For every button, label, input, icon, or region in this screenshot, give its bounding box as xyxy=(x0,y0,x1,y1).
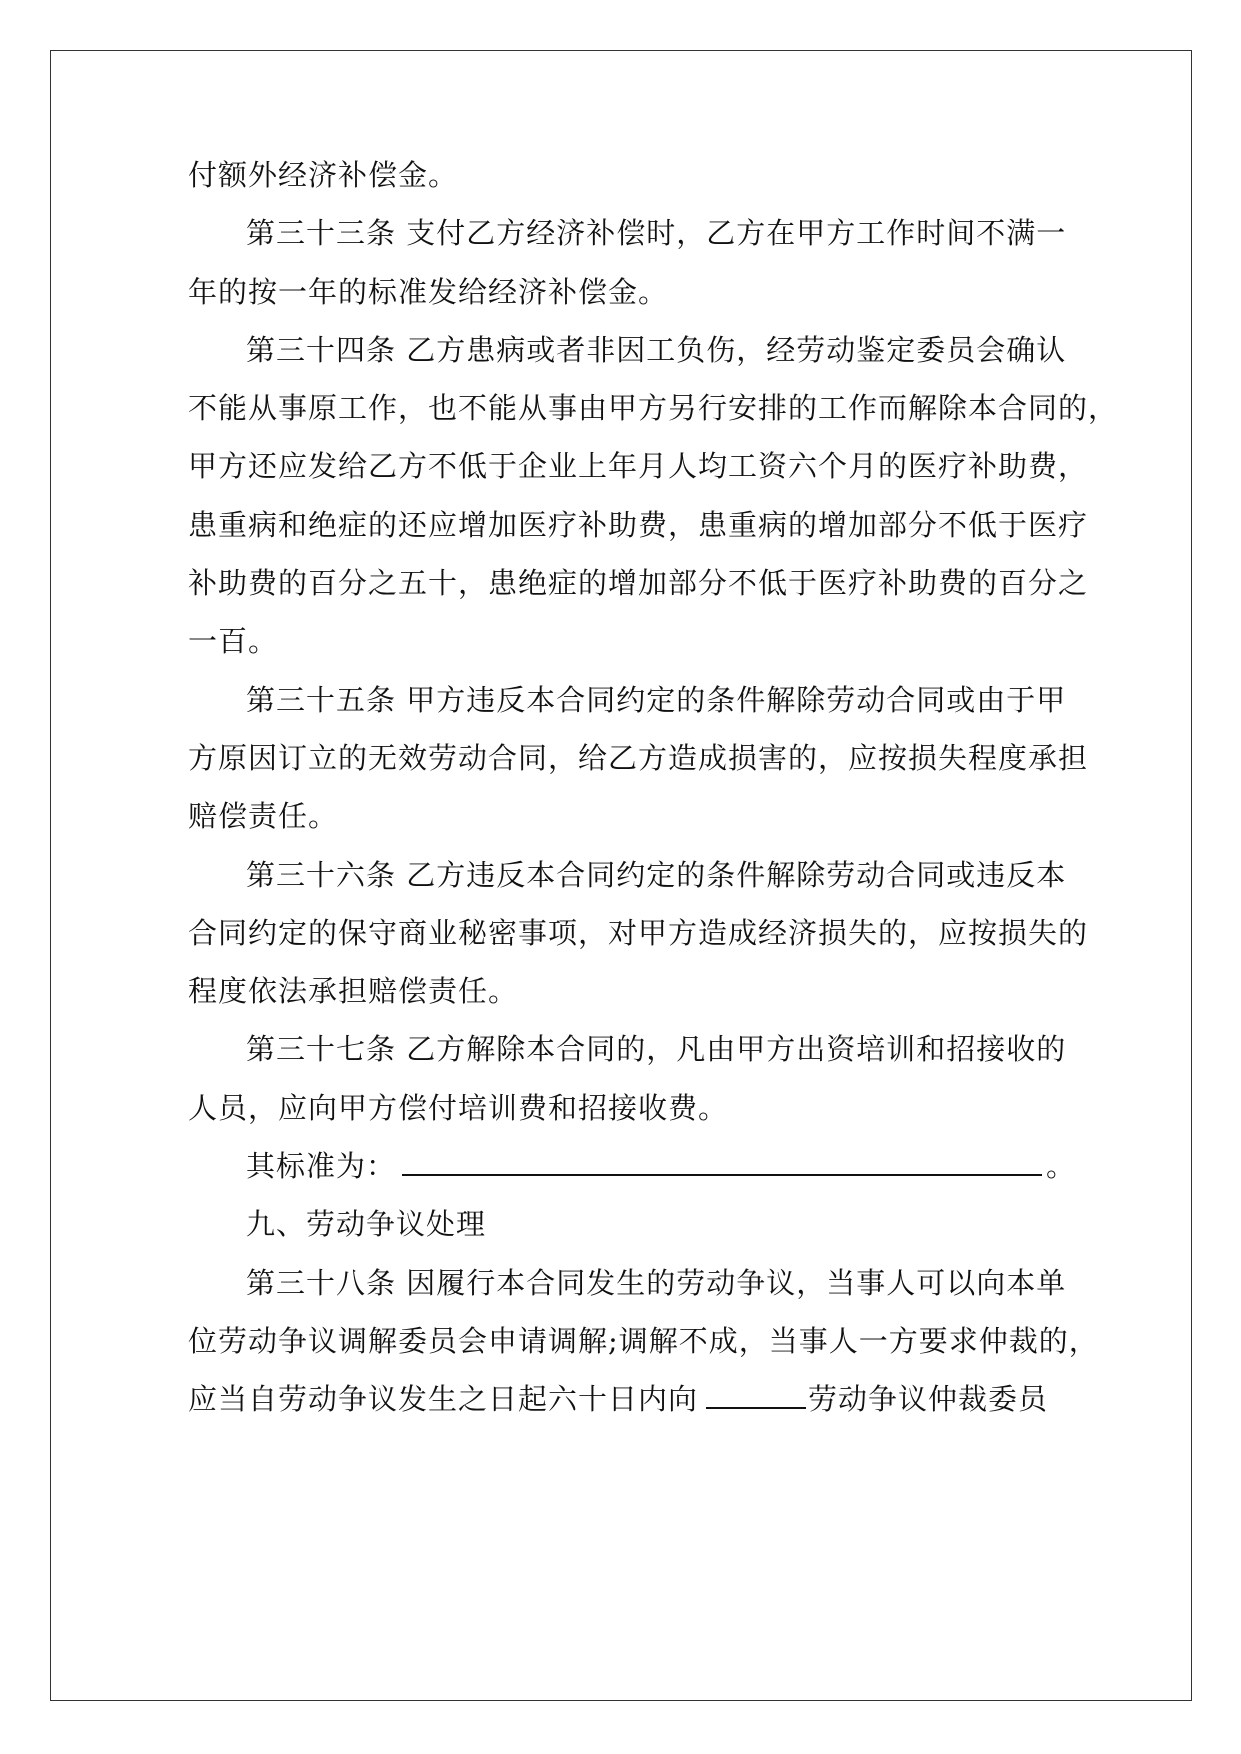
article-33-line-1: 第三十三条 支付乙方经济补偿时，乙方在甲方工作时间不满一 xyxy=(246,216,1067,250)
article-35-line-2: 方原因订立的无效劳动合同，给乙方造成损害的，应按损失程度承担 xyxy=(188,741,1089,775)
article-33-line-2: 年的按一年的标准发给经济补偿金。 xyxy=(188,275,669,309)
article-38-line-3-after: 劳动争议仲裁委员 xyxy=(808,1382,1049,1416)
article-34-line-6: 一百。 xyxy=(188,624,279,658)
article-36-line-2: 合同约定的保守商业秘密事项，对甲方造成经济损失的，应按损失的 xyxy=(188,916,1089,950)
article-37-line-1: 第三十七条 乙方解除本合同的，凡由甲方出资培训和招接收的 xyxy=(246,1032,1067,1066)
article-38-line-3-before: 应当自劳动争议发生之日起六十日内向 xyxy=(188,1382,699,1416)
article-34-line-5: 补助费的百分之五十，患绝症的增加部分不低于医疗补助费的百分之 xyxy=(188,566,1089,600)
article-38-line-2: 位劳动争议调解委员会申请调解;调解不成，当事人一方要求仲裁的， xyxy=(188,1324,1099,1358)
article-36-line-3: 程度依法承担赔偿责任。 xyxy=(188,974,519,1008)
article-35-line-3: 赔偿责任。 xyxy=(188,799,339,833)
section-nine-heading: 九、劳动争议处理 xyxy=(246,1207,487,1241)
standard-line xyxy=(246,1146,1076,1186)
paragraph-line: 付额外经济补偿金。 xyxy=(188,158,459,192)
article-34-line-2: 不能从事原工作，也不能从事由甲方另行安排的工作而解除本合同的， xyxy=(188,391,1119,425)
article-34-line-4: 患重病和绝症的还应增加医疗补助费，患重病的增加部分不低于医疗 xyxy=(188,508,1089,542)
standard-blank-field xyxy=(402,1152,1042,1176)
article-37-line-2: 人员，应向甲方偿付培训费和招接收费。 xyxy=(188,1091,729,1125)
standard-label: 其标准为： xyxy=(246,1149,397,1183)
article-36-line-1: 第三十六条 乙方违反本合同约定的条件解除劳动合同或违反本 xyxy=(246,858,1067,892)
standard-end: 。 xyxy=(1046,1149,1077,1183)
article-38-line-3 xyxy=(188,1379,1048,1419)
article-35-line-1: 第三十五条 甲方违反本合同约定的条件解除劳动合同或由于甲 xyxy=(246,683,1067,717)
article-34-line-3: 甲方还应发给乙方不低于企业上年月人均工资六个月的医疗补助费， xyxy=(188,449,1089,483)
arbitration-blank-field xyxy=(706,1385,806,1409)
article-34-line-1: 第三十四条 乙方患病或者非因工负伤，经劳动鉴定委员会确认 xyxy=(246,333,1067,367)
article-38-line-1: 第三十八条 因履行本合同发生的劳动争议，当事人可以向本单 xyxy=(246,1266,1067,1300)
